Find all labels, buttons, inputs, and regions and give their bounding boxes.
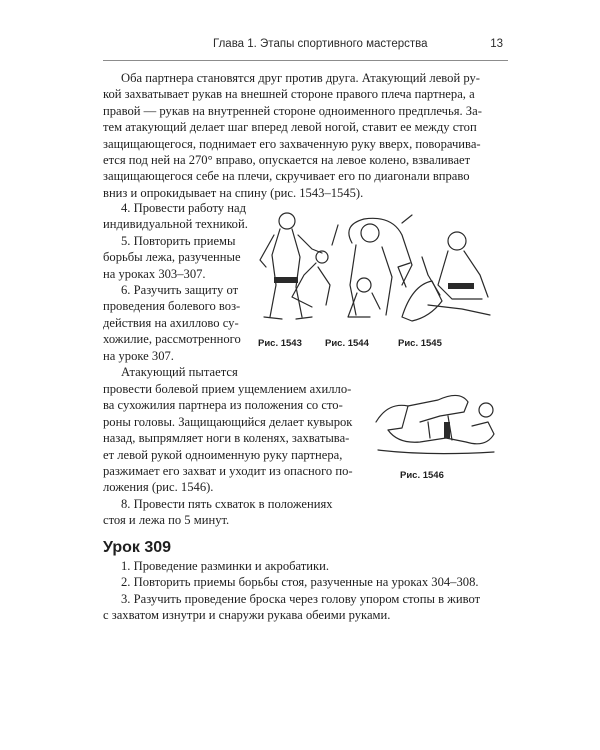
text-line: 4. Провести работу над	[121, 201, 246, 215]
text-line: назад, выпрямляет ноги в коленях, захватыва-	[103, 431, 350, 446]
text-line: кой захватывает рукав на внешней стороне правого плеча партнера, а	[103, 87, 475, 102]
page-number: 13	[490, 38, 503, 50]
text-line: разжимает его захват и уходит из опасного по-	[103, 464, 353, 478]
text-line: 5. Повторить приемы	[121, 233, 236, 248]
text-line: ется под ней на 270° вправо, опускается на левое колено, взваливает	[103, 153, 471, 167]
text-line: ложения (рис. 1546).	[103, 480, 214, 495]
text-line: правой — рукав на внутренней стороне одноименного предплечья. За-	[103, 103, 482, 118]
text-line: вниз и опрокидывает на спину (рис. 1543–1545).	[103, 185, 364, 200]
text-line: хожилие, рассмотренного	[103, 332, 241, 347]
figure-caption-1543: Рис. 1543	[258, 338, 302, 349]
text-line: 1. Проведение разминки и акробатики.	[121, 559, 330, 573]
text-line: действия на ахиллово су-	[103, 315, 239, 330]
lesson-heading: Урок 309	[103, 539, 172, 556]
header-rule	[103, 60, 508, 61]
text-line: защищающегося себе на плечи, скручивает его по диагонали вправо	[103, 169, 470, 184]
text-line: 6. Разучить защиту от	[121, 283, 239, 297]
lesson-list	[103, 558, 508, 628]
text-line: индивидуальной техникой.	[103, 217, 248, 232]
figure-1545-drawing	[398, 232, 490, 321]
text-line: Оба партнера становятся друг против друга. Атакующий левой ру-	[121, 71, 480, 85]
text-line: ет левой рукой одноименную руку партнера,	[103, 447, 343, 462]
text-line: 2. Повторить приемы борьбы стоя, разученные на уроках 304–308.	[121, 575, 479, 590]
text-line: роны головы. Защищающийся делает кувырок	[103, 414, 353, 429]
text-line: 8. Провести пять схваток в положениях	[121, 496, 333, 511]
figure-caption-1546: Рис. 1546	[400, 470, 444, 481]
figure-1546-illustration	[368, 382, 503, 462]
text-line: проведения болевого воз-	[103, 299, 241, 314]
intro-paragraph	[103, 70, 508, 205]
text-line: борьбы лежа, разученные	[103, 250, 241, 265]
text-line: на уроках 303–307.	[103, 266, 206, 281]
figure-caption-1544: Рис. 1544	[325, 338, 369, 349]
running-header	[103, 34, 503, 56]
text-line: на уроке 307.	[103, 348, 174, 363]
figure-1543-1545-illustrations	[252, 205, 502, 335]
text-line: ва сухожилия партнера из положения со сто-	[103, 398, 343, 413]
left-column	[103, 200, 248, 385]
text-line: провести болевой прием ущемлением ахилло-	[103, 382, 352, 396]
figure-1543-drawing	[260, 213, 330, 319]
chapter-title: Глава 1. Этапы спортивного мастерства	[213, 38, 428, 50]
text-line: тем атакующий делает шаг вперед левой ногой, ставит ее между стоп	[103, 120, 477, 135]
text-line: с захватом изнутри и снаружи рукава обеими руками.	[103, 608, 391, 623]
middle-text	[103, 381, 363, 531]
text-line: защищающегося, поднимает его захваченную руку вверх, поворачива-	[103, 136, 481, 151]
figure-caption-1545: Рис. 1545	[398, 338, 442, 349]
text-line: стоя и лежа по 5 минут.	[103, 513, 230, 528]
text-line: 3. Разучить проведение броска через голову упором стопы в живот	[121, 591, 481, 606]
text-line: Атакующий пытается	[121, 365, 238, 379]
